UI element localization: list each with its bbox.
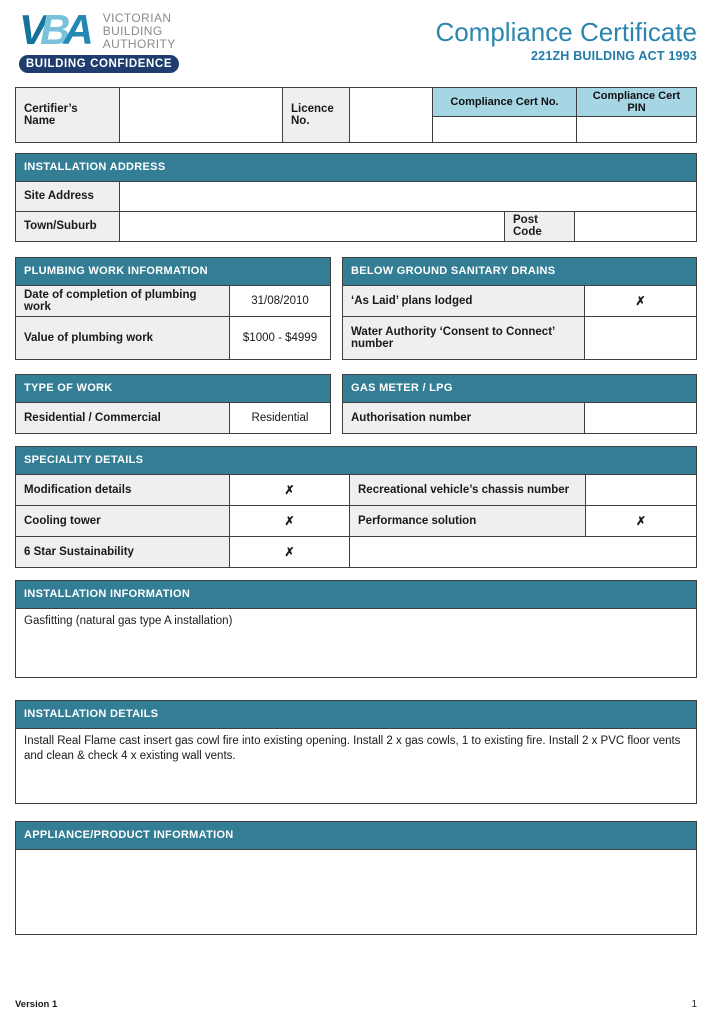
speciality-table bbox=[15, 446, 697, 568]
licence-no-label: Licence No. bbox=[283, 87, 350, 142]
sanitary-table bbox=[342, 257, 697, 360]
cert-no-field bbox=[433, 116, 577, 142]
performance-solution-value: ✗ bbox=[586, 505, 697, 536]
page-subtitle: 221ZH BUILDING ACT 1993 bbox=[531, 48, 697, 63]
modification-details-label: Modification details bbox=[16, 474, 230, 505]
installation-information-content: Gasfitting (natural gas type A installation) bbox=[16, 608, 697, 677]
installation-address-table bbox=[15, 153, 697, 242]
cert-pin-header: Compliance Cert PIN bbox=[577, 87, 697, 116]
vba-logo-top bbox=[19, 6, 179, 54]
authorisation-number-label: Authorisation number bbox=[343, 402, 585, 433]
residential-commercial-value: Residential bbox=[230, 402, 331, 433]
org-name bbox=[103, 10, 176, 51]
org-line-3: AUTHORITY bbox=[102, 36, 176, 51]
title-block bbox=[435, 10, 697, 63]
appliance-section bbox=[15, 821, 697, 935]
installation-details-content: Install Real Flame cast insert gas cowl fire into existing opening. Install 2 x gas cowls, 1 to existing fire. Install 2 x PVC floor vents and clean & check 4 x existing wall vents. bbox=[16, 728, 697, 803]
page-title: Compliance Certificate bbox=[435, 17, 697, 47]
certifier-table bbox=[15, 87, 697, 143]
post-code-field bbox=[575, 211, 697, 241]
plumbing-table bbox=[15, 257, 331, 360]
six-star-value: ✗ bbox=[230, 536, 350, 567]
installation-details-section bbox=[15, 700, 697, 804]
version-label: Version 1 bbox=[15, 999, 58, 1010]
installation-information-section bbox=[15, 580, 697, 678]
cooling-tower-label: Cooling tower bbox=[16, 505, 230, 536]
type-of-work-header: TYPE OF WORK bbox=[16, 374, 331, 402]
certifier-name-field bbox=[120, 87, 283, 142]
org-line-2: BUILDING bbox=[102, 23, 163, 38]
consent-to-connect-field bbox=[585, 316, 697, 359]
town-suburb-field bbox=[120, 211, 505, 241]
performance-solution-label: Performance solution bbox=[350, 505, 586, 536]
town-suburb-label: Town/Suburb bbox=[16, 211, 120, 241]
chassis-number-field bbox=[586, 474, 697, 505]
speciality-header: SPECIALITY DETAILS bbox=[16, 446, 697, 474]
authorisation-number-field bbox=[585, 402, 697, 433]
certifier-name-label: Certifier’s Name bbox=[16, 87, 120, 142]
type-gas-row bbox=[15, 374, 697, 434]
org-line-1: VICTORIAN bbox=[102, 11, 172, 25]
gas-meter-table bbox=[342, 374, 697, 434]
cert-pin-field bbox=[577, 116, 697, 142]
speciality-empty-cell bbox=[350, 536, 697, 567]
residential-commercial-label: Residential / Commercial bbox=[16, 402, 230, 433]
appliance-content bbox=[16, 849, 697, 934]
post-code-label: Post Code bbox=[505, 211, 575, 241]
cooling-tower-value: ✗ bbox=[230, 505, 350, 536]
page-number: 1 bbox=[691, 999, 697, 1010]
sanitary-header: BELOW GROUND SANITARY DRAINS bbox=[343, 257, 697, 285]
vba-logo bbox=[19, 6, 179, 73]
installation-address-header: INSTALLATION ADDRESS bbox=[16, 153, 697, 181]
cert-no-header: Compliance Cert No. bbox=[433, 87, 577, 116]
plumbing-date-label: Date of completion of plumbing work bbox=[16, 285, 230, 316]
installation-information-header: INSTALLATION INFORMATION bbox=[16, 580, 697, 608]
appliance-header: APPLIANCE/PRODUCT INFORMATION bbox=[16, 821, 697, 849]
page-header bbox=[15, 0, 697, 87]
installation-details-header: INSTALLATION DETAILS bbox=[16, 700, 697, 728]
as-laid-label: ‘As Laid’ plans lodged bbox=[343, 285, 585, 316]
plumbing-sanitary-row bbox=[15, 257, 697, 360]
type-of-work-table bbox=[15, 374, 331, 434]
licence-no-field bbox=[350, 87, 433, 142]
chassis-number-label: Recreational vehicle’s chassis number bbox=[350, 474, 586, 505]
page-footer bbox=[15, 999, 697, 1010]
gas-meter-header: GAS METER / LPG bbox=[343, 374, 697, 402]
plumbing-date-value: 31/08/2010 bbox=[230, 285, 331, 316]
vba-logo-icon: VBA bbox=[19, 6, 87, 54]
plumbing-value-label: Value of plumbing work bbox=[16, 316, 230, 359]
plumbing-value-value: $1000 - $4999 bbox=[230, 316, 331, 359]
as-laid-value: ✗ bbox=[585, 285, 697, 316]
six-star-label: 6 Star Sustainability bbox=[16, 536, 230, 567]
site-address-label: Site Address bbox=[16, 181, 120, 211]
modification-details-value: ✗ bbox=[230, 474, 350, 505]
plumbing-header: PLUMBING WORK INFORMATION bbox=[16, 257, 331, 285]
consent-to-connect-label: Water Authority ‘Consent to Connect’ number bbox=[343, 316, 585, 359]
site-address-field bbox=[120, 181, 697, 211]
tagline-pill: BUILDING CONFIDENCE bbox=[19, 55, 179, 73]
